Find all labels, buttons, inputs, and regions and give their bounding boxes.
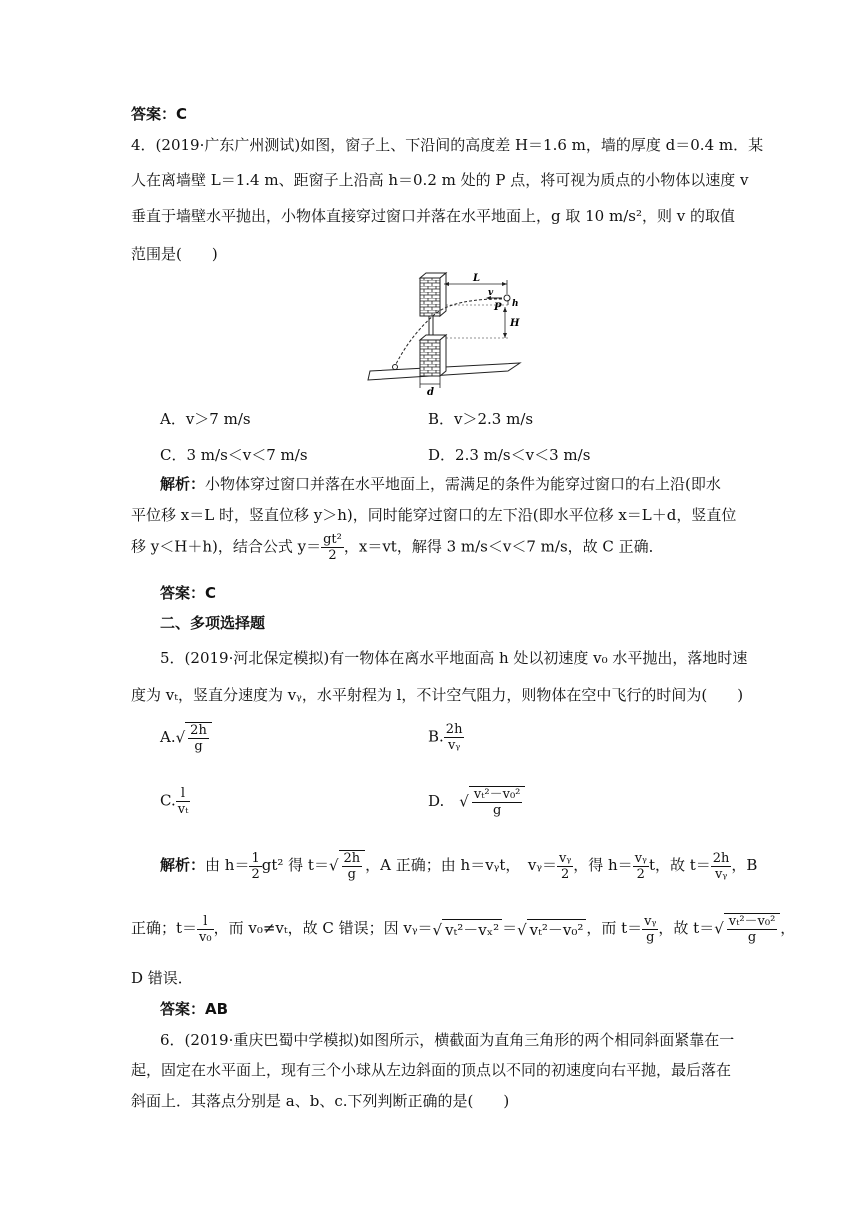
q6-line-1: 6．(2019·重庆巴蜀中学模拟)如图所示，横截面为直角三角形的两个相同斜面紧靠在一 (160, 1031, 735, 1049)
q5-line-1: 5．(2019·河北保定模拟)有一物体在离水平地面高 h 处以初速度 v₀ 水平抛出，落地时速 (160, 649, 748, 667)
q4-option-b: B．v＞2.3 m/s (428, 410, 534, 428)
label-P: P (494, 302, 502, 313)
q4-solution-line-2: 平位移 x＝L 时，竖直位移 y＞h)，同时能穿过窗口的左下沿(即水平位移 x＝L＋d，竖直位 (131, 506, 737, 524)
q4-line-4: 范围是( ) (131, 245, 218, 263)
q4-option-c: C．3 m/s＜v＜7 m/s (160, 446, 308, 464)
q5-solution-line-1: 解析：由 h＝ $\frac{1}{2}$ gt² 得 t＝√ $\frac{2h}{g}$ ，A 正确；由 h＝vᵧt， vᵧ＝ $\frac{\text{vᵧ}}{2}$ ，得 h＝ $\frac{\text{vᵧ}}{2}$ t，故 t＝ $\frac{2h}{\text{vᵧ}}$ ，B (160, 850, 758, 882)
label-H: H (510, 318, 520, 329)
q5-solution-line-2: 正确；t＝ $\frac{l}{\text{v₀}}$ ，而 v₀≠vₜ，故 C 错误；因 vᵧ＝√ vₜ²－vₓ² ＝√ vₜ²－v₀² ，而 t＝ $\frac{\text{vᵧ}}{g}$ ，故 t＝√ $\frac{\text{vₜ²－v₀²}}{g}$ ， (131, 913, 796, 945)
q5-answer: 答案：AB (160, 1000, 229, 1018)
q5-option-d: D. √ $\frac{\text{vₜ²－v₀²}}{g}$ (428, 786, 525, 818)
label-L: L (473, 273, 481, 284)
q4-option-d: D．2.3 m/s＜v＜3 m/s (428, 446, 591, 464)
q5-line-2: 度为 vₜ，竖直分速度为 vᵧ，水平射程为 l，不计空气阻力，则物体在空中飞行的时间为( ) (131, 686, 744, 704)
q4-line-1: 4．(2019·广东广州测试)如图，窗子上、下沿间的高度差 H＝1.6 m，墙的厚度 d＝0.4 m．某 (131, 136, 764, 154)
label-h: h (512, 299, 519, 309)
label-v: v (488, 288, 494, 298)
q5-option-a: A.√ $\frac{2h}{g}$ (160, 722, 212, 754)
q4-answer: 答案：C (160, 584, 217, 602)
q6-line-3: 斜面上．其落点分别是 a、b、c.下列判断正确的是( ) (131, 1092, 510, 1110)
q4-line-3: 垂直于墙壁水平抛出，小物体直接穿过窗口并落在水平地面上，g 取 10 m/s²，则 v 的取值 (131, 207, 735, 225)
q4-solution-line-1: 解析：小物体穿过窗口并落在水平地面上，需满足的条件为能穿过窗口的右上沿(即水 (160, 475, 721, 493)
q5-solution-line-3: D 错误． (131, 969, 193, 987)
q5-option-c: C. $\frac{l}{\text{vₜ}}$ (160, 786, 189, 817)
q6-line-2: 起，固定在水平面上，现有三个小球从左边斜面的顶点以不同的初速度向右平抛，最后落在 (131, 1061, 732, 1079)
q4-solution-line-3: 移 y＜H＋h)，结合公式 y＝ $\frac{\text{gt²}}{2}$ ，x＝vt，解得 3 m/s＜v＜7 m/s，故 C 正确． (131, 532, 664, 563)
q4-figure (360, 268, 530, 398)
upper-wall (420, 278, 440, 316)
answer-top: 答案：C (131, 105, 188, 123)
label-d: d (427, 387, 434, 398)
q4-option-a: A．v＞7 m/s (160, 410, 251, 428)
q4-line-2: 人在离墙壁 L＝1.4 m、距窗子上沿高 h＝0.2 m 处的 P 点，将可视为质点的小物体以速度 v (131, 171, 749, 189)
lower-wall (420, 340, 440, 376)
q5-option-b: B. $\frac{2h}{\text{vᵧ}}$ (428, 722, 463, 753)
section-title: 二、多项选择题 (160, 614, 266, 632)
